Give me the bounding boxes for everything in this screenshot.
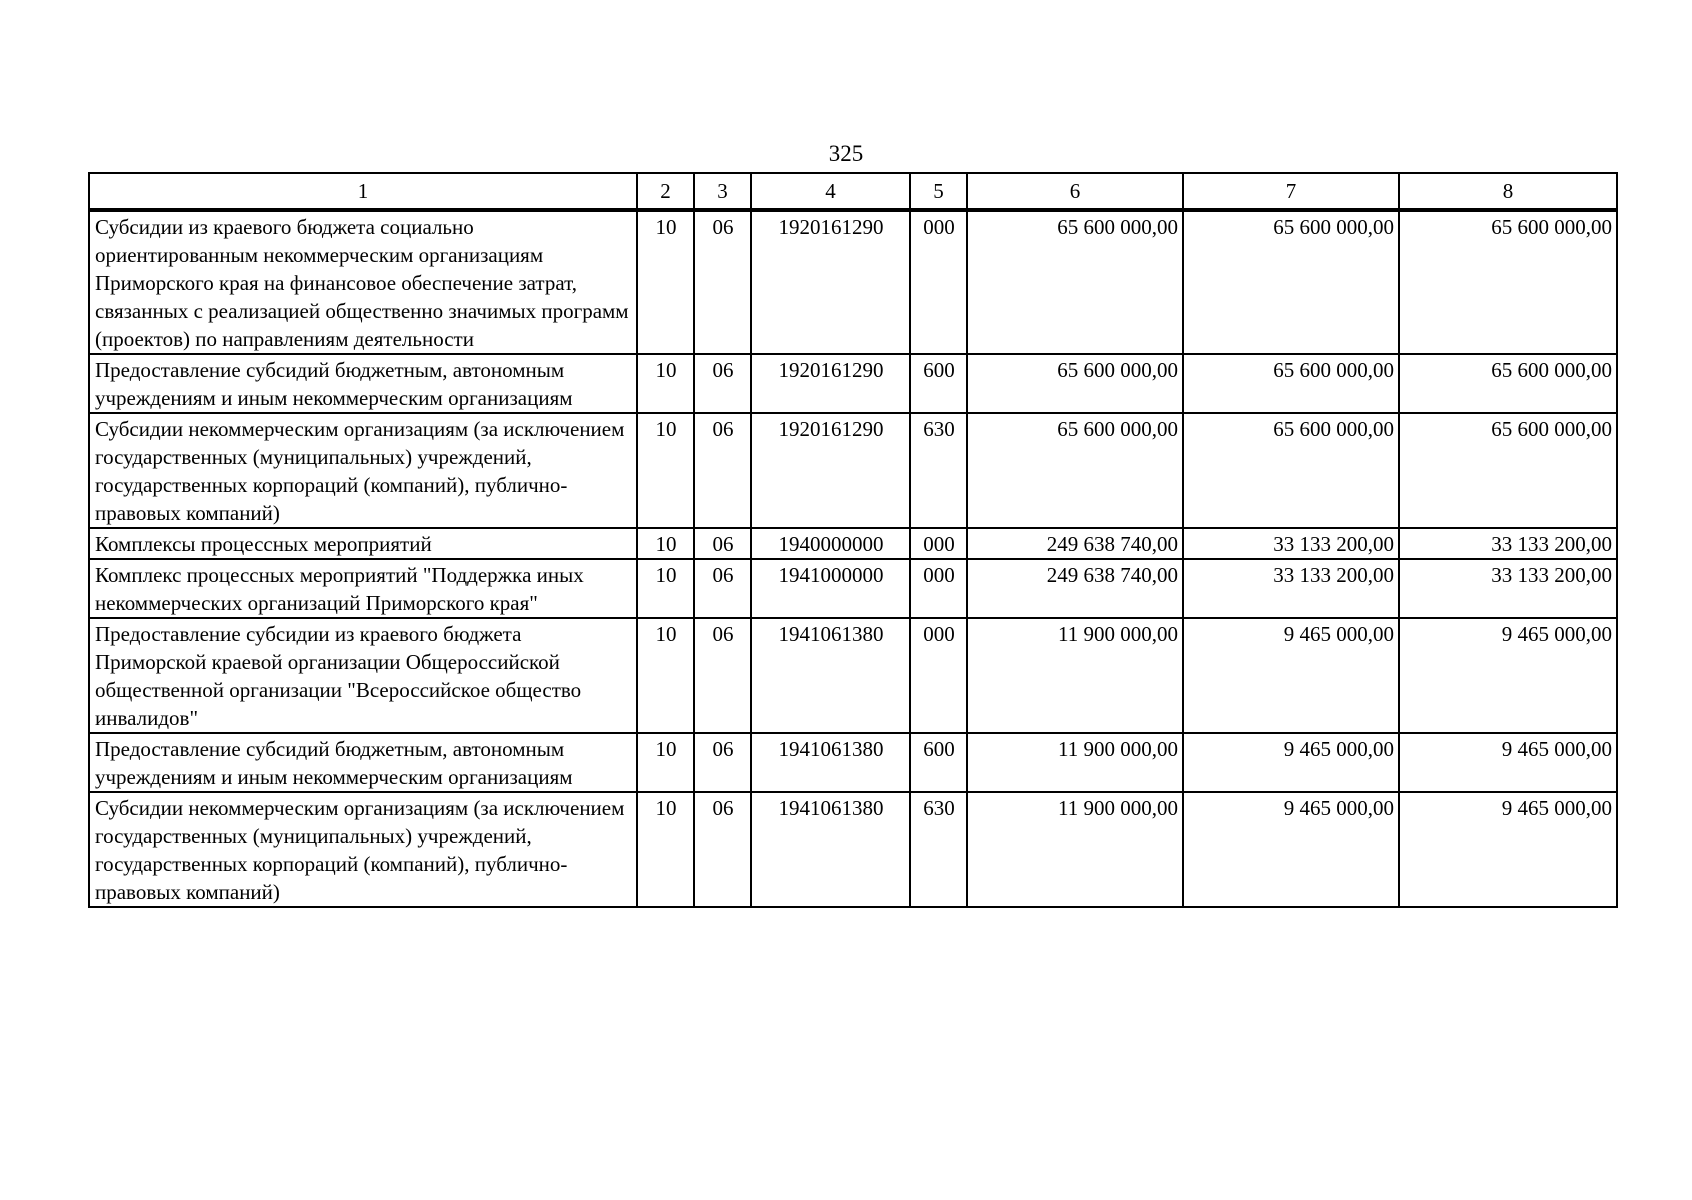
amount-col-8: 9 465 000,00 (1399, 792, 1617, 907)
amount-col-7: 65 600 000,00 (1183, 413, 1399, 528)
table-row (89, 413, 1617, 528)
column-header: 7 (1183, 173, 1399, 210)
amount-col-8: 65 600 000,00 (1399, 210, 1617, 354)
amount-col-6: 65 600 000,00 (967, 354, 1183, 413)
expense-type-code: 630 (910, 792, 967, 907)
amount-col-6: 249 638 740,00 (967, 528, 1183, 559)
column-header: 4 (751, 173, 910, 210)
table-row (89, 528, 1617, 559)
expense-type-code: 600 (910, 354, 967, 413)
section-code: 10 (637, 210, 694, 354)
row-description: Предоставление субсидии из краевого бюджета Приморской краевой организации Общероссийской общественной организации "Всероссийское общество инвалидов" (89, 618, 637, 733)
amount-col-8: 65 600 000,00 (1399, 354, 1617, 413)
expense-type-code: 000 (910, 528, 967, 559)
column-header: 8 (1399, 173, 1617, 210)
amount-col-7: 9 465 000,00 (1183, 618, 1399, 733)
column-header: 1 (89, 173, 637, 210)
amount-col-7: 9 465 000,00 (1183, 733, 1399, 792)
subsection-code: 06 (694, 413, 751, 528)
target-article-code: 1941061380 (751, 618, 910, 733)
expense-type-code: 630 (910, 413, 967, 528)
row-description: Предоставление субсидий бюджетным, автономным учреждениям и иным некоммерческим организациям (89, 733, 637, 792)
amount-col-8: 9 465 000,00 (1399, 618, 1617, 733)
amount-col-8: 33 133 200,00 (1399, 528, 1617, 559)
section-code: 10 (637, 413, 694, 528)
section-code: 10 (637, 354, 694, 413)
amount-col-8: 33 133 200,00 (1399, 559, 1617, 618)
amount-col-7: 33 133 200,00 (1183, 559, 1399, 618)
target-article-code: 1920161290 (751, 210, 910, 354)
column-header: 3 (694, 173, 751, 210)
row-description: Комплекс процессных мероприятий "Поддержка иных некоммерческих организаций Приморского края" (89, 559, 637, 618)
target-article-code: 1920161290 (751, 354, 910, 413)
column-header: 5 (910, 173, 967, 210)
amount-col-8: 65 600 000,00 (1399, 413, 1617, 528)
amount-col-6: 65 600 000,00 (967, 210, 1183, 354)
amount-col-7: 65 600 000,00 (1183, 354, 1399, 413)
target-article-code: 1920161290 (751, 413, 910, 528)
target-article-code: 1941061380 (751, 792, 910, 907)
target-article-code: 1940000000 (751, 528, 910, 559)
table-row (89, 792, 1617, 907)
subsection-code: 06 (694, 733, 751, 792)
amount-col-7: 33 133 200,00 (1183, 528, 1399, 559)
subsection-code: 06 (694, 528, 751, 559)
amount-col-7: 65 600 000,00 (1183, 210, 1399, 354)
amount-col-6: 65 600 000,00 (967, 413, 1183, 528)
target-article-code: 1941000000 (751, 559, 910, 618)
budget-table (88, 172, 1618, 908)
table-row (89, 618, 1617, 733)
subsection-code: 06 (694, 354, 751, 413)
table-row (89, 733, 1617, 792)
subsection-code: 06 (694, 210, 751, 354)
expense-type-code: 600 (910, 733, 967, 792)
column-header: 6 (967, 173, 1183, 210)
table-row (89, 559, 1617, 618)
section-code: 10 (637, 618, 694, 733)
header-row (89, 173, 1617, 210)
row-description: Субсидии некоммерческим организациям (за исключением государственных (муниципальных) учреждений, государственных корпораций (компаний), публично-правовых компаний) (89, 792, 637, 907)
expense-type-code: 000 (910, 618, 967, 733)
section-code: 10 (637, 559, 694, 618)
section-code: 10 (637, 792, 694, 907)
expense-type-code: 000 (910, 559, 967, 618)
subsection-code: 06 (694, 559, 751, 618)
column-header: 2 (637, 173, 694, 210)
table-row (89, 210, 1617, 354)
row-description: Субсидии некоммерческим организациям (за исключением государственных (муниципальных) учреждений, государственных корпораций (компаний), публично-правовых компаний) (89, 413, 637, 528)
target-article-code: 1941061380 (751, 733, 910, 792)
section-code: 10 (637, 528, 694, 559)
amount-col-6: 11 900 000,00 (967, 618, 1183, 733)
row-description: Комплексы процессных мероприятий (89, 528, 637, 559)
table-row (89, 354, 1617, 413)
expense-type-code: 000 (910, 210, 967, 354)
amount-col-6: 11 900 000,00 (967, 733, 1183, 792)
amount-col-8: 9 465 000,00 (1399, 733, 1617, 792)
amount-col-6: 249 638 740,00 (967, 559, 1183, 618)
amount-col-6: 11 900 000,00 (967, 792, 1183, 907)
row-description: Субсидии из краевого бюджета социально ориентированным некоммерческим организациям Приморского края на финансовое обеспечение затрат, связанных с реализацией общественно значимых программ (проектов) по направлениям деятельности (89, 210, 637, 354)
section-code: 10 (637, 733, 694, 792)
amount-col-7: 9 465 000,00 (1183, 792, 1399, 907)
subsection-code: 06 (694, 792, 751, 907)
subsection-code: 06 (694, 618, 751, 733)
row-description: Предоставление субсидий бюджетным, автономным учреждениям и иным некоммерческим организациям (89, 354, 637, 413)
page-number: 325 (828, 141, 864, 166)
